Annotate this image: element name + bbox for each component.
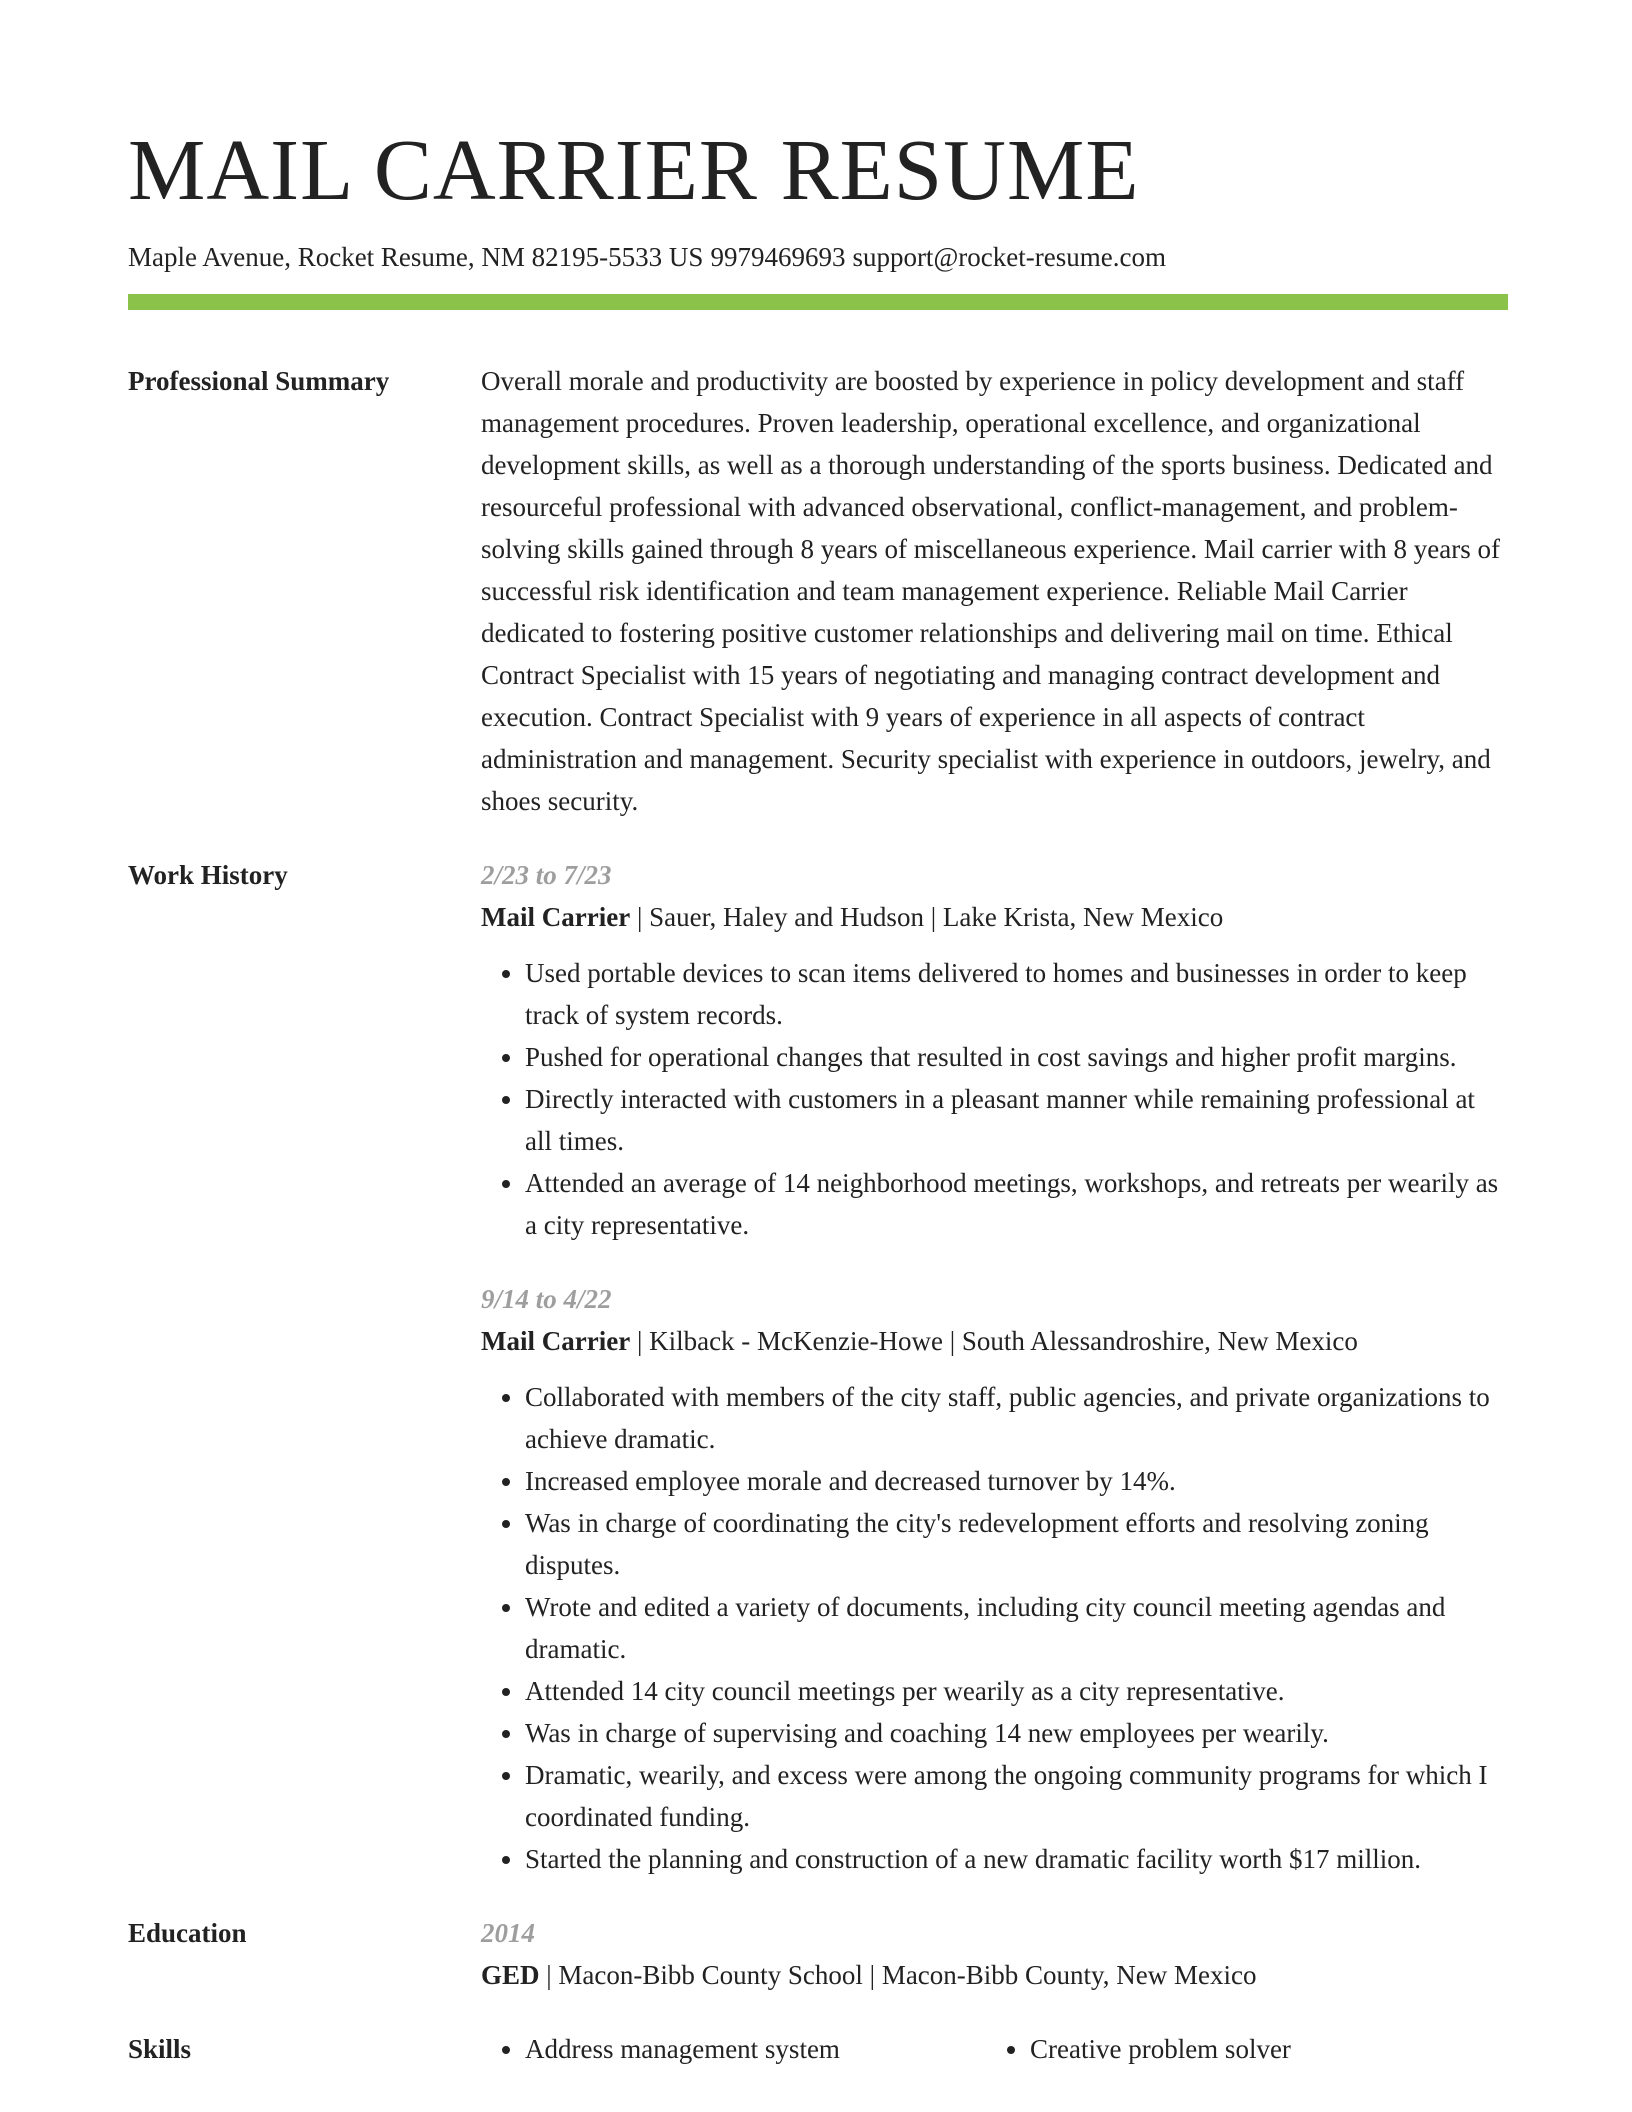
list-item: • Increased employee morale and decreased turnover by 14%. [525, 1460, 1508, 1502]
job-role-line [481, 896, 1508, 938]
section-body [481, 360, 1508, 822]
education-year: 2014 [481, 1918, 535, 1948]
job-details: | Sauer, Haley and Hudson | Lake Krista, New Mexico [630, 902, 1224, 932]
list-item: • Directly interacted with customers in a pleasant manner while remaining professional at all times. [525, 1078, 1508, 1162]
section-label: Skills [128, 2034, 192, 2064]
section-body [481, 1912, 1508, 1996]
education-line [481, 1954, 1508, 1996]
section-body [481, 2028, 1508, 2070]
skills-grid [481, 2028, 1508, 2070]
list-item: • Collaborated with members of the city staff, public agencies, and private organizations to achieve dramatic. [525, 1376, 1508, 1460]
work-history-section [128, 854, 1508, 1880]
list-item: • Was in charge of supervising and coaching 14 new employees per wearily. [525, 1712, 1508, 1754]
section-label: Education [128, 1918, 247, 1948]
education-details: | Macon-Bibb County School | Macon-Bibb County, New Mexico [539, 1960, 1257, 1990]
section-label: Work History [128, 860, 288, 890]
skills-column-left [481, 2028, 986, 2070]
job-role-line [481, 1320, 1508, 1362]
resume-title: MAIL CARRIER RESUME [128, 121, 1140, 218]
list-item: • Was in charge of coordinating the city's redevelopment efforts and resolving zoning disputes. [525, 1502, 1508, 1586]
list-item: • Used portable devices to scan items delivered to homes and businesses in order to keep track of system records. [525, 952, 1508, 1036]
education-degree: GED [481, 1960, 540, 1990]
contact-line [128, 238, 1508, 276]
job-details: | Kilback - McKenzie-Howe | South Alessandroshire, New Mexico [630, 1326, 1358, 1356]
skill-item: • Creative problem solver [1030, 2028, 1491, 2070]
job-bullets [481, 1376, 1508, 1880]
section-body [481, 854, 1508, 1880]
job-dates: 9/14 to 4/22 [481, 1284, 612, 1314]
header-divider [128, 294, 1508, 310]
contact-email: support@rocket-resume.com [852, 242, 1166, 272]
list-item: • Started the planning and construction of a new dramatic facility worth $17 million. [525, 1838, 1508, 1880]
list-item: • Pushed for operational changes that resulted in cost savings and higher profit margins. [525, 1036, 1508, 1078]
section-label: Professional Summary [128, 366, 390, 396]
job-entry [481, 1278, 1508, 1880]
job-entry [481, 854, 1508, 1246]
skills-section [128, 2028, 1508, 2070]
skills-column-right [986, 2028, 1491, 2070]
education-section [128, 1912, 1508, 1996]
job-title: Mail Carrier [481, 902, 631, 932]
job-dates: 2/23 to 7/23 [481, 860, 612, 890]
summary-text: Overall morale and productivity are boosted by experience in policy development and staff management procedures. Proven leadership, operational excellence, and organizational development skills, as well as a thorough understanding of the sports business. Dedicated and resourceful professional with advanced observational, conflict-management, and problem-solving skills gained through 8 years of miscellaneous experience. Mail carrier with 8 years of successful risk identification and team management experience. Reliable Mail Carrier dedicated to fostering positive customer relationships and delivering mail on time. Ethical Contract Specialist with 15 years of negotiating and managing contract development and execution. Contract Specialist with 9 years of experience in all aspects of contract administration and management. Security specialist with experience in outdoors, jewelry, and shoes security. [481, 366, 1500, 816]
list-item: • Attended an average of 14 neighborhood meetings, workshops, and retreats per wearily as a city representative. [525, 1162, 1508, 1246]
resume-page [128, 120, 1508, 2070]
list-item: • Attended 14 city council meetings per wearily as a city representative. [525, 1670, 1508, 1712]
professional-summary-section [128, 360, 1508, 822]
contact-address: Maple Avenue, Rocket Resume, NM 82195-5533 US [128, 242, 704, 272]
job-title: Mail Carrier [481, 1326, 631, 1356]
skill-item: • Address management system [525, 2028, 986, 2070]
list-item: • Dramatic, wearily, and excess were among the ongoing community programs for which I coordinated funding. [525, 1754, 1508, 1838]
job-bullets [481, 952, 1508, 1246]
list-item: • Wrote and edited a variety of documents, including city council meeting agendas and dramatic. [525, 1586, 1508, 1670]
contact-phone: 9979469693 [710, 242, 846, 272]
